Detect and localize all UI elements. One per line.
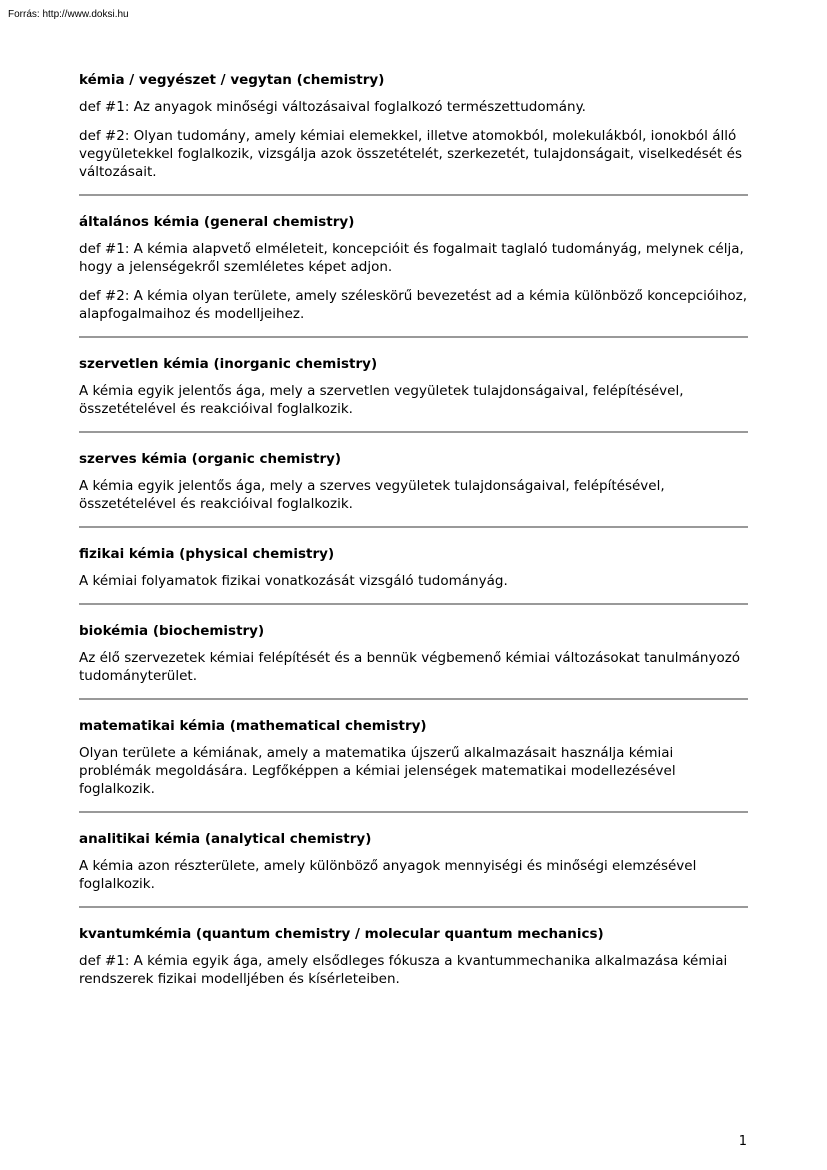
glossary-entry (79, 717, 748, 813)
entry-definition: def #1: A kémia alapvető elméleteit, koncepcióit és fogalmait taglaló tudományág, melynek célja, hogy a jelenségekről szemléletes képet adjon. (79, 241, 744, 275)
entry-definition: A kémiai folyamatok fizikai vonatkozását vizsgáló tudományág. (79, 573, 508, 589)
glossary-entry (79, 622, 748, 700)
entry-term: matematikai kémia (mathematical chemistry) (79, 718, 427, 734)
entry-term: általános kémia (general chemistry) (79, 214, 355, 230)
glossary-entry (79, 213, 748, 338)
glossary-entry (79, 545, 748, 605)
entry-term: analitikai kémia (analytical chemistry) (79, 831, 372, 847)
entry-definition: A kémia azon részterülete, amely különböző anyagok mennyiségi és minőségi elemzésével foglalkozik. (79, 858, 697, 892)
glossary (79, 71, 748, 1001)
entry-definition: A kémia egyik jelentős ága, mely a szervetlen vegyületek tulajdonságaival, felépítésével, összetételével és reakcióival foglalkozik. (79, 383, 684, 417)
entry-definition: Olyan területe a kémiának, amely a matematika újszerű alkalmazásait használja kémiai problémák megoldására. Legfőképpen a kémiai jelenségek matematikai modellezésével foglalkozik. (79, 745, 676, 797)
glossary-entry (79, 830, 748, 908)
entry-term: biokémia (biochemistry) (79, 623, 265, 639)
glossary-entry (79, 355, 748, 433)
entry-term: fizikai kémia (physical chemistry) (79, 546, 335, 562)
entry-definition: A kémia egyik jelentős ága, mely a szerves vegyületek tulajdonságaival, felépítésével, összetételével és reakcióival foglalkozik. (79, 478, 665, 512)
page-number: 1 (738, 1134, 747, 1149)
entry-definition: def #1: A kémia egyik ága, amely elsődleges fókusza a kvantummechanika alkalmazása kémiai rendszerek fizikai modelljében és kísérleteiben. (79, 953, 728, 987)
entry-definition: def #2: A kémia olyan területe, amely széleskörű bevezetést ad a kémia különböző koncepcióihoz, alapfogalmaihoz és modelljeihez. (79, 288, 748, 322)
entry-definition: def #2: Olyan tudomány, amely kémiai elemekkel, illetve atomokból, molekulákból, ionokból álló vegyületekkel foglalkozik, vizsgálja azok összetételét, szerkezetét, tulajdonságait, viselkedését és változásait. (79, 128, 742, 180)
glossary-entry (79, 71, 748, 196)
glossary-entry (79, 450, 748, 528)
entry-term: szervetlen kémia (inorganic chemistry) (79, 356, 378, 372)
entry-definition: def #1: Az anyagok minőségi változásaival foglalkozó természettudomány. (79, 99, 586, 115)
glossary-entry (79, 925, 748, 1001)
entry-term: kvantumkémia (quantum chemistry / molecular quantum mechanics) (79, 926, 604, 942)
entry-term: kémia / vegyészet / vegytan (chemistry) (79, 72, 385, 88)
source-line: Forrás: http://www.doksi.hu (8, 9, 129, 20)
entry-term: szerves kémia (organic chemistry) (79, 451, 342, 467)
entry-definition: Az élő szervezetek kémiai felépítését és a bennük végbemenő kémiai változásokat tanulmányozó tudományterület. (79, 650, 741, 684)
